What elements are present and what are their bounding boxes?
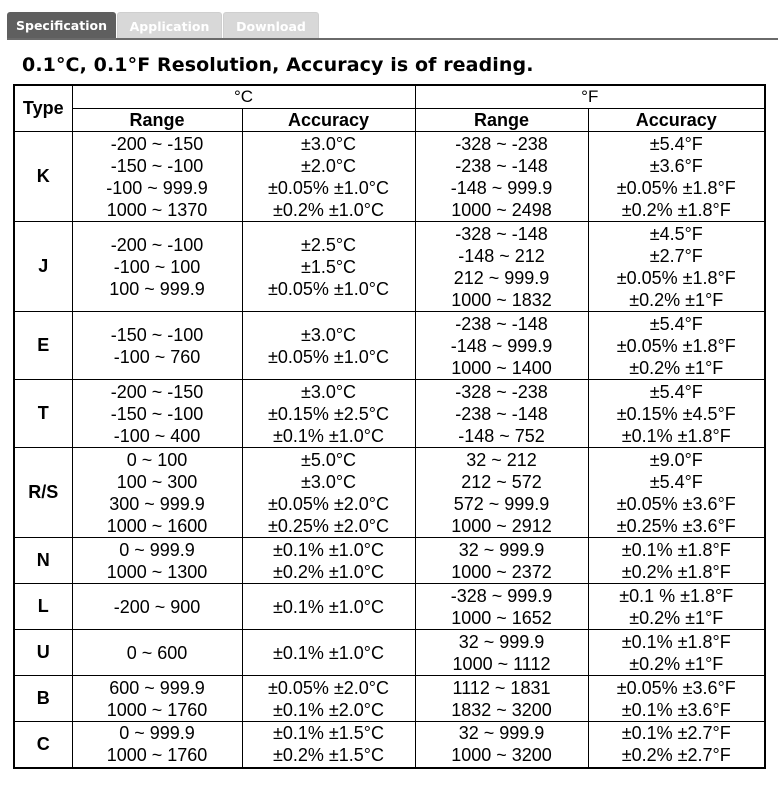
c-acc-line: ±1.5°C bbox=[300, 256, 357, 277]
f-range-cell bbox=[415, 584, 588, 630]
f-range-line: 1000 ~ 1400 bbox=[451, 357, 552, 378]
spec-table-body bbox=[14, 132, 765, 768]
f-range-line: 572 ~ 999.9 bbox=[453, 493, 550, 514]
f-range-cell bbox=[415, 676, 588, 722]
f-range-line: -148 ~ 999.9 bbox=[450, 177, 553, 198]
c-range-cell bbox=[72, 222, 242, 312]
c-acc-line: ±2.5°C bbox=[300, 234, 357, 255]
f-range-cell bbox=[415, 722, 588, 768]
fahrenheit-header: °F bbox=[415, 85, 765, 109]
type-label: N bbox=[14, 538, 72, 584]
c-acc-cell bbox=[242, 630, 415, 676]
c-acc-cell bbox=[242, 538, 415, 584]
c-range-line: 1000 ~ 1760 bbox=[106, 699, 208, 720]
c-acc-line: ±2.0°C bbox=[300, 155, 357, 176]
c-range-line: -200 ~ 900 bbox=[113, 596, 201, 617]
c-range-cell bbox=[72, 380, 242, 448]
c-acc-cell bbox=[242, 584, 415, 630]
type-label: E bbox=[14, 312, 72, 380]
f-range-line: -238 ~ -148 bbox=[455, 155, 548, 176]
c-range-cell bbox=[72, 538, 242, 584]
f-acc-cell bbox=[588, 380, 765, 448]
f-range-line: 32 ~ 999.9 bbox=[458, 539, 545, 560]
f-range-line: 32 ~ 999.9 bbox=[458, 723, 545, 744]
f-acc-line: ±5.4°F bbox=[649, 381, 703, 402]
c-acc-line: ±0.1% ±1.0°C bbox=[273, 539, 385, 560]
c-acc-line: ±3.0°C bbox=[300, 324, 357, 345]
type-row-n bbox=[14, 538, 765, 584]
type-label: K bbox=[14, 132, 72, 222]
c-acc-line: ±5.0°C bbox=[300, 449, 357, 470]
c-acc-line: ±0.25% ±2.0°C bbox=[267, 515, 390, 536]
f-acc-line: ±9.0°F bbox=[649, 449, 703, 470]
c-acc-cell bbox=[242, 448, 415, 538]
tab-download[interactable]: Download bbox=[223, 12, 319, 39]
type-row-k bbox=[14, 132, 765, 222]
f-acc-line: ±0.1% ±1.8°F bbox=[621, 631, 731, 652]
f-range-cell bbox=[415, 448, 588, 538]
c-acc-line: ±0.05% ±1.0°C bbox=[267, 278, 390, 299]
type-label: B bbox=[14, 676, 72, 722]
f-acc-line: ±2.7°F bbox=[649, 245, 703, 266]
c-range-line: -200 ~ -150 bbox=[110, 381, 204, 402]
f-acc-cell bbox=[588, 584, 765, 630]
f-range-cell bbox=[415, 380, 588, 448]
f-acc-line: ±0.2% ±1°F bbox=[629, 653, 724, 674]
c-accuracy-header: Accuracy bbox=[242, 109, 415, 132]
c-acc-line: ±0.05% ±1.0°C bbox=[267, 177, 390, 198]
c-acc-cell bbox=[242, 676, 415, 722]
type-row-r-s bbox=[14, 448, 765, 538]
f-range-line: -328 ~ -238 bbox=[455, 133, 548, 154]
type-row-c bbox=[14, 722, 765, 768]
f-acc-line: ±5.4°F bbox=[649, 313, 703, 334]
page-title: 0.1°C, 0.1°F Resolution, Accuracy is of reading. bbox=[22, 54, 534, 76]
f-acc-line: ±0.05% ±1.8°F bbox=[616, 177, 736, 198]
f-acc-line: ±0.2% ±1°F bbox=[629, 289, 724, 310]
f-range-line: -328 ~ -238 bbox=[455, 381, 548, 402]
c-range-line: -100 ~ 100 bbox=[113, 256, 201, 277]
f-acc-line: ±0.2% ±2.7°F bbox=[621, 745, 731, 766]
f-acc-cell bbox=[588, 676, 765, 722]
type-row-j bbox=[14, 222, 765, 312]
c-acc-cell bbox=[242, 132, 415, 222]
f-acc-line: ±5.4°F bbox=[649, 471, 703, 492]
type-row-l bbox=[14, 584, 765, 630]
f-range-line: 32 ~ 212 bbox=[466, 449, 537, 470]
f-acc-line: ±5.4°F bbox=[649, 133, 703, 154]
f-acc-line: ±0.05% ±3.6°F bbox=[616, 677, 736, 698]
f-acc-cell bbox=[588, 448, 765, 538]
c-range-cell bbox=[72, 630, 242, 676]
c-acc-line: ±0.15% ±2.5°C bbox=[267, 403, 390, 424]
f-acc-line: ±0.05% ±1.8°F bbox=[616, 267, 736, 288]
f-range-line: 1000 ~ 1112 bbox=[452, 653, 551, 674]
f-range-line: 1000 ~ 2912 bbox=[451, 515, 552, 536]
c-acc-line: ±0.2% ±1.0°C bbox=[273, 561, 385, 582]
f-accuracy-header: Accuracy bbox=[588, 109, 765, 132]
c-acc-line: ±0.1% ±1.0°C bbox=[273, 425, 385, 446]
c-acc-line: ±0.1% ±2.0°C bbox=[273, 699, 385, 720]
f-range-line: 1000 ~ 2372 bbox=[451, 561, 552, 582]
c-range-line: -100 ~ 400 bbox=[113, 425, 201, 446]
c-range-line: 1000 ~ 1370 bbox=[106, 199, 208, 220]
c-range-cell bbox=[72, 448, 242, 538]
f-range-line: 1000 ~ 2498 bbox=[451, 199, 552, 220]
f-acc-cell bbox=[588, 722, 765, 768]
c-range-cell bbox=[72, 584, 242, 630]
c-acc-line: ±3.0°C bbox=[300, 133, 357, 154]
f-acc-line: ±0.05% ±1.8°F bbox=[616, 335, 736, 356]
f-range-line: 212 ~ 572 bbox=[461, 471, 542, 492]
spec-table bbox=[13, 84, 766, 769]
f-acc-line: ±4.5°F bbox=[649, 223, 703, 244]
c-range-line: 100 ~ 300 bbox=[116, 471, 198, 492]
f-acc-cell bbox=[588, 312, 765, 380]
type-label: T bbox=[14, 380, 72, 448]
type-label: C bbox=[14, 722, 72, 768]
c-range-line: -150 ~ -100 bbox=[110, 403, 204, 424]
f-range-cell bbox=[415, 630, 588, 676]
c-range-line: 1000 ~ 1300 bbox=[106, 561, 208, 582]
c-acc-cell bbox=[242, 380, 415, 448]
c-range-line: -150 ~ -100 bbox=[110, 324, 204, 345]
f-range-line: -148 ~ 999.9 bbox=[450, 335, 553, 356]
c-acc-cell bbox=[242, 312, 415, 380]
f-acc-line: ±0.2% ±1°F bbox=[629, 357, 724, 378]
f-acc-cell bbox=[588, 222, 765, 312]
c-acc-line: ±0.05% ±2.0°C bbox=[267, 493, 390, 514]
f-acc-line: ±0.2% ±1.8°F bbox=[621, 199, 731, 220]
c-range-line: 0 ~ 999.9 bbox=[119, 539, 195, 560]
c-acc-line: ±0.1% ±1.0°C bbox=[273, 596, 385, 617]
c-range-cell bbox=[72, 676, 242, 722]
type-row-u bbox=[14, 630, 765, 676]
f-range-cell bbox=[415, 132, 588, 222]
f-range-line: 32 ~ 999.9 bbox=[458, 631, 545, 652]
f-range-line: 1832 ~ 3200 bbox=[451, 699, 552, 720]
c-range-line: -100 ~ 999.9 bbox=[106, 177, 208, 198]
f-acc-cell bbox=[588, 132, 765, 222]
f-range-line: -328 ~ -148 bbox=[455, 223, 548, 244]
f-acc-line: ±0.1% ±3.6°F bbox=[621, 699, 731, 720]
c-range-line: 1000 ~ 1760 bbox=[106, 745, 208, 766]
c-range-line: 300 ~ 999.9 bbox=[109, 493, 205, 514]
c-range-header: Range bbox=[72, 109, 242, 132]
f-range-line: 1000 ~ 1652 bbox=[451, 607, 552, 628]
c-acc-line: ±0.2% ±1.0°C bbox=[273, 199, 385, 220]
c-acc-line: ±0.2% ±1.5°C bbox=[273, 745, 385, 766]
c-range-line: -150 ~ -100 bbox=[110, 155, 204, 176]
type-label: U bbox=[14, 630, 72, 676]
f-range-line: 1000 ~ 1832 bbox=[451, 289, 552, 310]
f-range-line: -148 ~ 752 bbox=[458, 425, 545, 446]
type-label: J bbox=[14, 222, 72, 312]
c-acc-line: ±3.0°C bbox=[300, 471, 357, 492]
f-acc-line: ±0.1% ±1.8°F bbox=[621, 539, 731, 560]
f-range-line: -328 ~ 999.9 bbox=[450, 585, 553, 606]
f-range-line: 1000 ~ 3200 bbox=[451, 745, 552, 766]
c-range-line: 0 ~ 999.9 bbox=[119, 723, 195, 744]
type-row-e bbox=[14, 312, 765, 380]
f-acc-line: ±0.1% ±2.7°F bbox=[621, 723, 731, 744]
c-acc-line: ±0.1% ±1.0°C bbox=[273, 642, 385, 663]
c-range-cell bbox=[72, 722, 242, 768]
f-acc-line: ±0.25% ±3.6°F bbox=[616, 515, 736, 536]
c-range-cell bbox=[72, 132, 242, 222]
f-range-line: 1112 ~ 1831 bbox=[452, 677, 551, 698]
c-range-line: 0 ~ 600 bbox=[126, 642, 188, 663]
tab-application[interactable]: Application bbox=[117, 12, 222, 39]
type-header: Type bbox=[14, 85, 72, 132]
f-acc-line: ±0.15% ±4.5°F bbox=[616, 403, 736, 424]
f-acc-line: ±0.05% ±3.6°F bbox=[616, 493, 736, 514]
c-acc-line: ±3.0°C bbox=[300, 381, 357, 402]
type-label: R/S bbox=[14, 448, 72, 538]
type-row-b bbox=[14, 676, 765, 722]
c-acc-line: ±0.1% ±1.5°C bbox=[273, 723, 385, 744]
tab-specification[interactable]: Specification bbox=[7, 12, 116, 39]
c-acc-cell bbox=[242, 222, 415, 312]
f-range-line: -238 ~ -148 bbox=[455, 313, 548, 334]
c-range-cell bbox=[72, 312, 242, 380]
type-row-t bbox=[14, 380, 765, 448]
celsius-header: °C bbox=[72, 85, 415, 109]
c-range-line: -100 ~ 760 bbox=[113, 346, 201, 367]
f-acc-line: ±0.2% ±1.8°F bbox=[621, 561, 731, 582]
f-acc-cell bbox=[588, 630, 765, 676]
f-acc-line: ±0.1% ±1.8°F bbox=[621, 425, 731, 446]
f-range-cell bbox=[415, 312, 588, 380]
c-acc-line: ±0.05% ±1.0°C bbox=[267, 346, 390, 367]
f-range-cell bbox=[415, 222, 588, 312]
c-range-line: 600 ~ 999.9 bbox=[109, 677, 205, 698]
f-acc-cell bbox=[588, 538, 765, 584]
f-range-line: -148 ~ 212 bbox=[458, 245, 545, 266]
type-label: L bbox=[14, 584, 72, 630]
f-range-cell bbox=[415, 538, 588, 584]
f-range-line: 212 ~ 999.9 bbox=[453, 267, 550, 288]
f-range-header: Range bbox=[415, 109, 588, 132]
c-range-line: -200 ~ -100 bbox=[110, 234, 204, 255]
f-acc-line: ±0.1 % ±1.8°F bbox=[619, 585, 734, 606]
c-range-line: 1000 ~ 1600 bbox=[106, 515, 208, 536]
f-range-line: -238 ~ -148 bbox=[455, 403, 548, 424]
f-acc-line: ±3.6°F bbox=[649, 155, 703, 176]
c-range-line: 0 ~ 100 bbox=[126, 449, 188, 470]
c-acc-line: ±0.05% ±2.0°C bbox=[267, 677, 390, 698]
tab-divider bbox=[7, 38, 778, 40]
f-acc-line: ±0.2% ±1°F bbox=[629, 607, 724, 628]
c-range-line: 100 ~ 999.9 bbox=[109, 278, 205, 299]
c-range-line: -200 ~ -150 bbox=[110, 133, 204, 154]
c-acc-cell bbox=[242, 722, 415, 768]
